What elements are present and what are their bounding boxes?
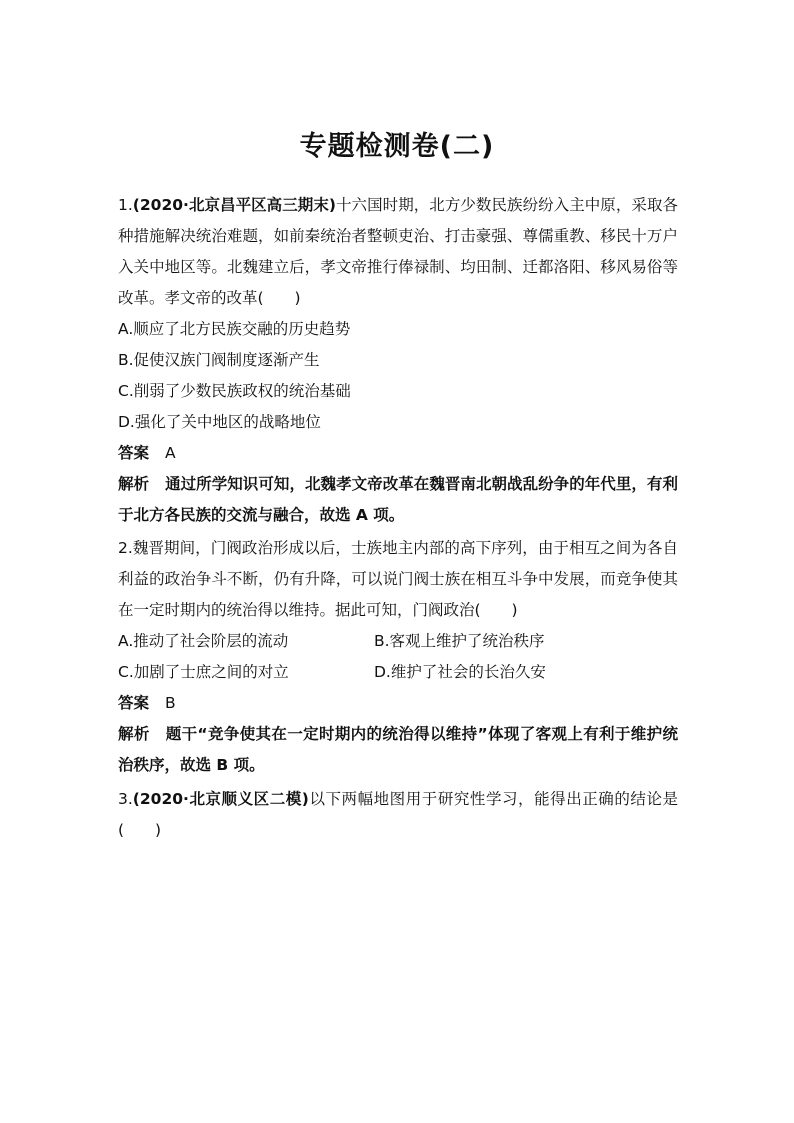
question-2-answer: [118, 688, 678, 719]
question-1-explanation: [118, 469, 678, 531]
answer-value: A: [165, 444, 176, 462]
question-2-option-c: C.加剧了士庶之间的对立: [118, 663, 289, 681]
explanation-label: 解析: [118, 475, 150, 493]
answer-value: B: [165, 694, 176, 712]
question-3: [118, 784, 678, 846]
question-2-options-row-2: [118, 657, 678, 688]
question-3-text: 以下两幅地图用于研究性学习，能得出正确的结论是( ): [118, 790, 678, 839]
question-2-option-b: B.客观上维护了统治秩序: [374, 632, 545, 650]
page-title: 专题检测卷(二): [299, 131, 495, 162]
question-2-option-a: A.推动了社会阶层的流动: [118, 632, 289, 650]
question-1-number: 1.: [118, 196, 133, 214]
question-1-option-d: D.强化了关中地区的战略地位: [118, 413, 321, 431]
question-2-options-row-1: [118, 626, 678, 657]
question-1-answer: [118, 438, 678, 469]
question-1-option-a: A.顺应了北方民族交融的历史趋势: [118, 320, 351, 338]
question-3-source: (2020·北京顺义区二模): [132, 790, 309, 808]
explanation-text: 题干“竞争使其在一定时期内的统治得以维持”体现了客观上有利于维护统治秩序，故选 B 项。: [118, 725, 678, 774]
question-2: [118, 533, 678, 781]
question-1-stem: [118, 190, 678, 314]
question-2-stem: 2.魏晋期间，门阀政治形成以后，士族地主内部的高下序列，由于相互之间为各自利益的政治争斗不断，仍有升降，可以说门阀士族在相互斗争中发展，而竞争使其在一定时期内的统治得以维持。据此可知，门阀政治( ): [118, 539, 678, 619]
question-1-source: (2020·北京昌平区高三期末): [132, 196, 336, 214]
question-3-stem: [118, 784, 678, 846]
explanation-text: 通过所学知识可知，北魏孝文帝改革在魏晋南北朝战乱纷争的年代里，有利于北方各民族的交流与融合，故选 A 项。: [118, 475, 678, 524]
answer-label: 答案: [118, 444, 150, 462]
question-1-text: 十六国时期，北方少数民族纷纷入主中原，采取各种措施解决统治难题，如前秦统治者整顿吏治、打击豪强、尊儒重教、移民十万户入关中地区等。北魏建立后，孝文帝推行俸禄制、均田制、迁都洛阳、移风易俗等改革。孝文帝的改革( ): [118, 196, 678, 307]
question-1-option-c: C.削弱了少数民族政权的统治基础: [118, 382, 351, 400]
question-2-explanation: [118, 719, 678, 781]
explanation-label: 解析: [118, 725, 150, 743]
question-3-number: 3.: [118, 790, 133, 808]
question-2-option-d: D.维护了社会的长治久安: [374, 663, 546, 681]
answer-label: 答案: [118, 694, 150, 712]
question-1-option-b: B.促使汉族门阀制度逐渐产生: [118, 351, 320, 369]
question-1: [118, 190, 678, 531]
